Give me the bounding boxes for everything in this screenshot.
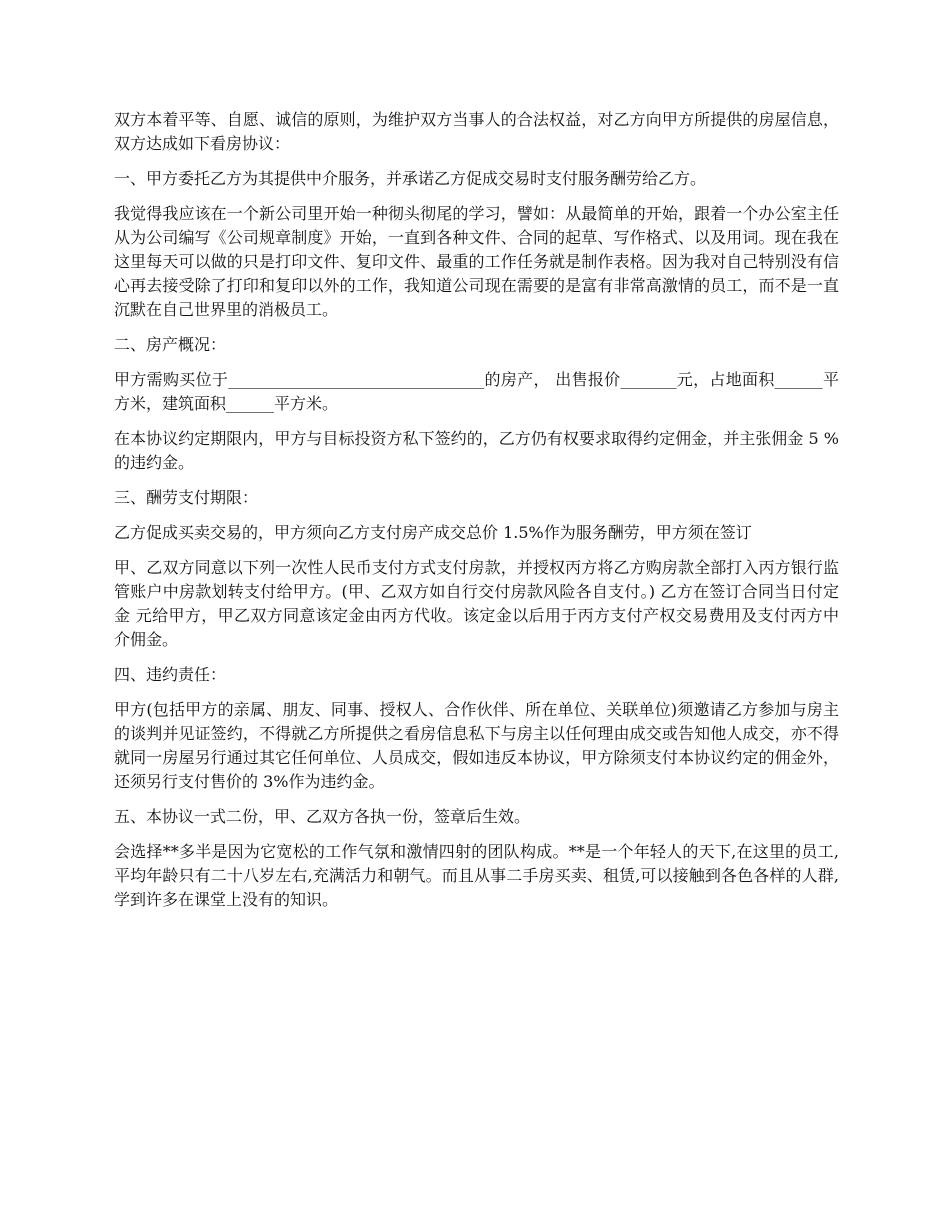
document-body (114, 108, 839, 923)
paragraph-liability: 甲方(包括甲方的亲属、朋友、同事、授权人、合作伙伴、所在单位、关联单位)须邀请乙方参加与房主的谈判并见证签约，不得就乙方所提供之看房信息私下与房主以任何理由成交或告知他人成交，亦不得就同一房屋另行通过其它任何单位、人员成交，假如违反本协议，甲方除须支付本协议约定的佣金外，还须另行支付售价的 3%作为违约金。 (114, 700, 839, 791)
paragraph-company-choice: 会选择**多半是因为它宽松的工作气氛和激情四射的团队构成。**是一个年轻人的天下,在这里的员工,平均年龄只有二十八岁左右,充满活力和朝气。而且从事二手房买卖、租赁,可以接触到各色各样的人群,学到许多在课堂上没有的知识。 (114, 842, 839, 909)
paragraph-clause-1: 一、甲方委托乙方为其提供中介服务，并承诺乙方促成交易时支付服务酬劳给乙方。 (114, 169, 707, 188)
heading-payment-term: 三、酬劳支付期限： (114, 488, 259, 507)
heading-liability: 四、违约责任： (114, 665, 227, 684)
paragraph-commission-penalty: 在本协议约定期限内，甲方与目标投资方私下签约的，乙方仍有权要求取得约定佣金，并主张佣金 5 %的违约金。 (114, 429, 839, 472)
paragraph-payment-method: 甲、乙双方同意以下列一次性人民币支付方式支付房款，并授权丙方将乙方购房款全部打入丙方银行监管账户中房款划转支付给甲方。(甲、乙双方如自行交付房款风险各自支付。) 乙方在签订合同当日付定金 元给甲方，甲乙双方同意该定金由丙方代收。该定金以后用于丙方支付产权交易费用及支付丙方中介佣金。 (114, 558, 839, 649)
heading-property-overview: 二、房产概况： (114, 335, 227, 354)
paragraph-intro: 双方本着平等、自愿、诚信的原则，为维护双方当事人的合法权益，对乙方向甲方所提供的房屋信息，双方达成如下看房协议： (114, 110, 839, 153)
paragraph-property-details: 甲方需购买位于________________________________的房产， 出售报价_______元，占地面积______平方米，建筑面积______平方米。 (114, 370, 839, 413)
paragraph-service-fee: 乙方促成买卖交易的，甲方须向乙方支付房产成交总价 1.5%作为服务酬劳，甲方须在签订 (114, 523, 752, 542)
paragraph-learning: 我觉得我应该在一个新公司里开始一种彻头彻尾的学习，譬如：从最简单的开始，跟着一个办公室主任从为公司编写《公司规章制度》开始，一直到各种文件、合同的起草、写作格式、以及用词。现在我在这里每天可以做的只是打印文件、复印文件、最重的工作任务就是制作表格。因为我对自己特别没有信心再去接受除了打印和复印以外的工作，我知道公司现在需要的是富有非常高激情的员工，而不是一直沉默在自己世界里的消极员工。 (114, 204, 839, 319)
paragraph-copies: 五、本协议一式二份，甲、乙双方各执一份，签章后生效。 (114, 807, 531, 826)
